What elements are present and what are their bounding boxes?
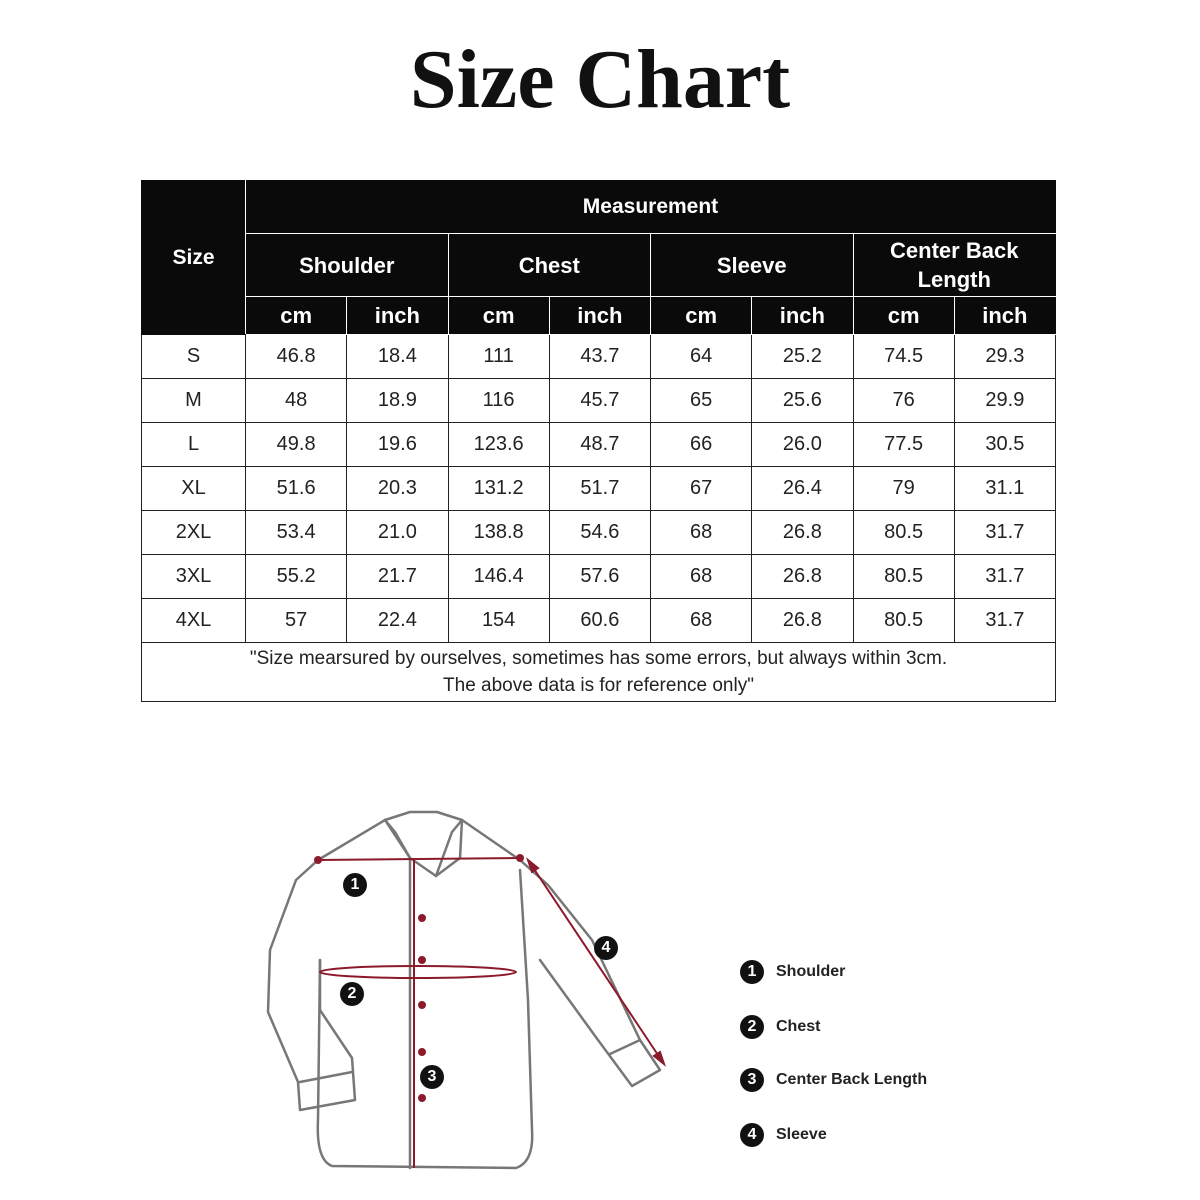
value-cell: 20.3 xyxy=(347,467,448,511)
value-cell: 123.6 xyxy=(448,423,549,467)
value-cell: 26.4 xyxy=(752,467,853,511)
value-cell: 55.2 xyxy=(246,555,347,599)
legend-label: Chest xyxy=(776,1018,821,1035)
value-cell: 31.7 xyxy=(954,555,1055,599)
size-cell: 2XL xyxy=(142,511,246,555)
value-cell: 45.7 xyxy=(549,379,650,423)
unit-header: inch xyxy=(954,297,1055,335)
legend-label: Center Back Length xyxy=(776,1071,928,1088)
page-title: Size Chart xyxy=(409,33,791,126)
value-cell: 111 xyxy=(448,335,549,379)
note-line: The above data is for reference only" xyxy=(443,675,754,696)
value-cell: 30.5 xyxy=(954,423,1055,467)
shirt-measurement-diagram xyxy=(0,780,1200,1200)
value-cell: 26.8 xyxy=(752,511,853,555)
value-cell: 43.7 xyxy=(549,335,650,379)
value-cell: 76 xyxy=(853,379,954,423)
value-cell: 46.8 xyxy=(246,335,347,379)
legend-number: 1 xyxy=(740,960,764,984)
unit-header: cm xyxy=(651,297,752,335)
marker-chest: 2 xyxy=(340,982,364,1006)
value-cell: 26.8 xyxy=(752,555,853,599)
value-cell: 67 xyxy=(651,467,752,511)
value-cell: 74.5 xyxy=(853,335,954,379)
marker-shoulder: 1 xyxy=(343,873,367,897)
value-cell: 51.6 xyxy=(246,467,347,511)
value-cell: 18.4 xyxy=(347,335,448,379)
value-cell: 21.0 xyxy=(347,511,448,555)
legend-item-shoulder xyxy=(740,960,845,984)
value-cell: 57 xyxy=(246,599,347,643)
unit-header: inch xyxy=(347,297,448,335)
table-row xyxy=(142,599,1056,643)
size-cell: XL xyxy=(142,467,246,511)
value-cell: 68 xyxy=(651,555,752,599)
value-cell: 19.6 xyxy=(347,423,448,467)
value-cell: 79 xyxy=(853,467,954,511)
value-cell: 48.7 xyxy=(549,423,650,467)
unit-header: cm xyxy=(853,297,954,335)
legend-number: 4 xyxy=(740,1123,764,1147)
value-cell: 31.1 xyxy=(954,467,1055,511)
value-cell: 116 xyxy=(448,379,549,423)
value-cell: 66 xyxy=(651,423,752,467)
value-cell: 54.6 xyxy=(549,511,650,555)
unit-header: cm xyxy=(246,297,347,335)
value-cell: 64 xyxy=(651,335,752,379)
value-cell: 29.9 xyxy=(954,379,1055,423)
legend-item-chest xyxy=(740,1015,820,1039)
value-cell: 49.8 xyxy=(246,423,347,467)
value-cell: 65 xyxy=(651,379,752,423)
value-cell: 80.5 xyxy=(853,599,954,643)
measurement-note xyxy=(142,643,1056,702)
measurement-header: Measurement xyxy=(246,181,1056,234)
table-row xyxy=(142,335,1056,379)
unit-header: cm xyxy=(448,297,549,335)
size-cell: M xyxy=(142,379,246,423)
legend-label: Shoulder xyxy=(776,963,846,980)
legend-item-center-back-length xyxy=(740,1068,927,1092)
value-cell: 31.7 xyxy=(954,511,1055,555)
value-cell: 80.5 xyxy=(853,555,954,599)
unit-header: inch xyxy=(752,297,853,335)
value-cell: 57.6 xyxy=(549,555,650,599)
value-cell: 60.6 xyxy=(549,599,650,643)
value-cell: 18.9 xyxy=(347,379,448,423)
table-row xyxy=(142,423,1056,467)
value-cell: 68 xyxy=(651,511,752,555)
value-cell: 138.8 xyxy=(448,511,549,555)
table-row xyxy=(142,511,1056,555)
value-cell: 26.8 xyxy=(752,599,853,643)
group-header-shoulder: Shoulder xyxy=(246,234,449,297)
value-cell: 25.6 xyxy=(752,379,853,423)
value-cell: 21.7 xyxy=(347,555,448,599)
size-cell: 3XL xyxy=(142,555,246,599)
note-line: "Size mearsured by ourselves, sometimes has some errors, but always within 3cm. xyxy=(249,648,948,669)
value-cell: 22.4 xyxy=(347,599,448,643)
value-cell: 53.4 xyxy=(246,511,347,555)
marker-center-back-length: 3 xyxy=(420,1065,444,1089)
value-cell: 68 xyxy=(651,599,752,643)
value-cell: 146.4 xyxy=(448,555,549,599)
value-cell: 25.2 xyxy=(752,335,853,379)
legend-number: 2 xyxy=(740,1015,764,1039)
size-cell: S xyxy=(142,335,246,379)
marker-sleeve: 4 xyxy=(594,936,618,960)
value-cell: 77.5 xyxy=(853,423,954,467)
group-header-chest: Chest xyxy=(448,234,651,297)
legend-number: 3 xyxy=(740,1068,764,1092)
shirt-outline-icon xyxy=(0,780,1200,1200)
value-cell: 80.5 xyxy=(853,511,954,555)
legend-label: Sleeve xyxy=(776,1126,827,1143)
table-row xyxy=(142,467,1056,511)
group-header-sleeve: Sleeve xyxy=(651,234,854,297)
table-row xyxy=(142,379,1056,423)
unit-header: inch xyxy=(549,297,650,335)
value-cell: 48 xyxy=(246,379,347,423)
value-cell: 131.2 xyxy=(448,467,549,511)
size-cell: 4XL xyxy=(142,599,246,643)
size-chart-table xyxy=(141,180,1056,702)
value-cell: 29.3 xyxy=(954,335,1055,379)
size-cell: L xyxy=(142,423,246,467)
group-header-center-back-length: Center Back Length xyxy=(853,234,1056,297)
table-row xyxy=(142,555,1056,599)
size-column-header: Size xyxy=(142,181,246,335)
value-cell: 154 xyxy=(448,599,549,643)
value-cell: 51.7 xyxy=(549,467,650,511)
legend-item-sleeve xyxy=(740,1123,827,1147)
value-cell: 26.0 xyxy=(752,423,853,467)
value-cell: 31.7 xyxy=(954,599,1055,643)
